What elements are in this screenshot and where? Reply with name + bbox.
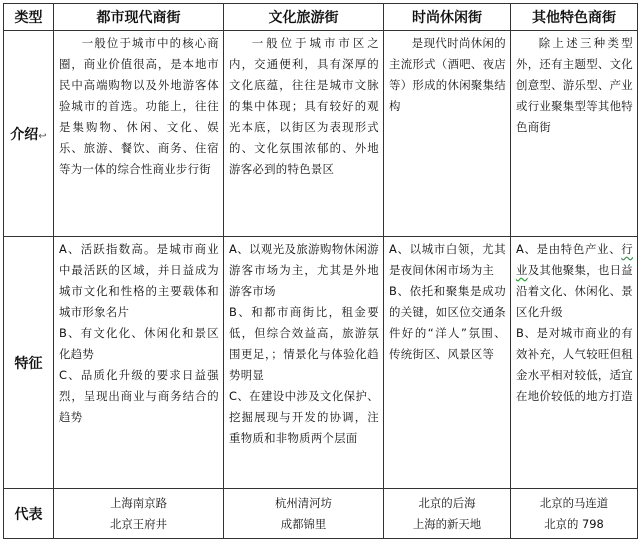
comparison-table: [3, 3, 638, 539]
header-row: [4, 4, 638, 31]
feature-row: [4, 237, 638, 489]
rep-cell-fashion: [384, 489, 511, 539]
header-culture-tourism-street: 文化旅游街: [224, 4, 384, 31]
feature-culture-c: C、在建设中涉及文化保护、挖掘展现与开发的协调，注重物质和非物质两个层面: [229, 389, 379, 445]
feature-other-a: A、是由特色产业、行业及其他聚集，也日益沿着文化、休闲化、景区化升级: [516, 242, 633, 319]
feature-cell-fashion: [384, 237, 511, 489]
header-urban-modern-street: 都市现代商街: [54, 4, 224, 31]
feature-culture-a: A、以观光及旅游购物休闲游游客市场为主，尤其是外地游客市场: [229, 242, 379, 298]
rep-cell-urban: [54, 489, 224, 539]
feature-urban-b: B、有文化化、休闲化和景区化趋势: [59, 326, 219, 361]
intro-row: [4, 31, 638, 237]
intro-cell-fashion: 是现代时尚休闲的主流形式（酒吧、夜店等）形成的休闲聚集结构: [384, 31, 511, 237]
feature-row-label: 特征: [4, 237, 54, 489]
rep-urban-2: 北京王府井: [110, 516, 167, 531]
rep-cell-other: [511, 489, 638, 539]
intro-cell-other: 除上述三种类型外，还有主题型、文化创意型、游乐型、产业或行业聚集型等其他特色商街: [511, 31, 638, 237]
rep-cell-culture: [224, 489, 384, 539]
feature-cell-urban: [54, 237, 224, 489]
intro-cell-urban: 一般位于城市中的核心商圈，商业价值很高，是本地市民中高端购物以及外地游客体验城市的首选。功能上，往往是集购物、休闲、文化、娱乐、旅游、餐饮、商务、住宿等为一体的综合性商业步行街: [54, 31, 224, 237]
feature-other-b: B、是对城市商业的有效补充，人气较旺但租金水平相对较低，适宜在地价较低的地方打造: [516, 326, 633, 403]
header-other-special-street: 其他特色商街: [511, 4, 638, 31]
spellcheck-squiggle: 行业: [516, 242, 633, 277]
feature-cell-other: [511, 237, 638, 489]
feature-urban-c: C、品质化升级的要求日益强烈，呈现出商业与商务结合的趋势: [59, 368, 219, 424]
intro-row-label: 介绍↩: [4, 31, 54, 237]
feature-urban-a: A、活跃指数高。是城市商业中最活跃的区域，并日益成为城市文化和性格的主要载体和城市形象名片: [59, 242, 219, 319]
rep-other-1: 北京的马连道: [539, 495, 609, 510]
feature-culture-b: B、和都市商街比，租金要低，但综合效益高，旅游氛围更足，；情景化与体验化趋势明显: [229, 305, 379, 382]
rep-fashion-2: 上海的新天地: [412, 516, 482, 531]
rep-culture-1: 杭州清河坊: [275, 495, 332, 510]
intro-cell-culture: 一般位于城市市区之内，交通便利，具有深厚的文化底蕴，往往是城市文脉的集中体现；具有较好的观光本底，以街区为表现形式的、文化氛围浓郁的、外地游客必到的特色景区: [224, 31, 384, 237]
representative-row: [4, 489, 638, 539]
rep-culture-2: 成都锦里: [280, 516, 327, 531]
return-mark: ↩: [38, 130, 47, 142]
rep-urban-1: 上海南京路: [110, 495, 167, 510]
feature-cell-culture: [224, 237, 384, 489]
feature-fashion-b: B、依托和聚集是成功的关键，如区位交通条件好的“洋人”氛围、传统街区、风景区等: [389, 284, 506, 361]
rep-fashion-1: 北京的后海: [418, 495, 476, 510]
header-type: 类型: [4, 4, 54, 31]
representative-row-label: 代表: [4, 489, 54, 539]
feature-fashion-a: A、以城市白领，尤其是夜间休闲市场为主: [389, 242, 506, 277]
header-fashion-leisure-street: 时尚休闲街: [384, 4, 511, 31]
rep-other-2: 北京的 798: [544, 516, 604, 531]
